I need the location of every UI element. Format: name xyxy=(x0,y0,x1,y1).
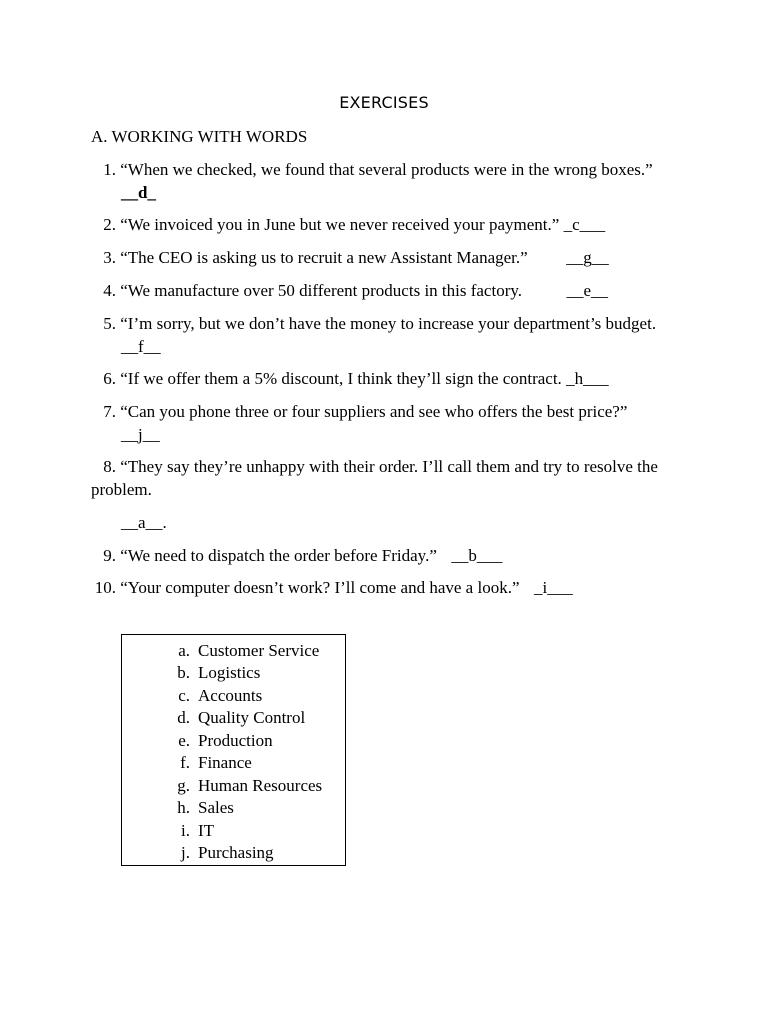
item-answer: __g__ xyxy=(566,248,609,267)
option-name: Accounts xyxy=(198,686,263,705)
option-letter: b. xyxy=(177,663,190,682)
item-answer: __e__ xyxy=(566,281,609,300)
exercise-item-7 xyxy=(91,400,691,446)
exercise-item-6 xyxy=(91,367,691,390)
option-letter: d. xyxy=(177,708,190,727)
item-text: “When we checked, we found that several products were in the wrong boxes.” xyxy=(120,160,653,179)
page-title: EXERCISES xyxy=(339,93,429,112)
option-name: Finance xyxy=(198,753,252,772)
exercise-item-3 xyxy=(91,246,691,269)
item-answer: _c___ xyxy=(563,215,606,234)
exercise-item-10 xyxy=(91,576,691,599)
option-letter: e. xyxy=(178,731,190,750)
exercise-item-9 xyxy=(91,544,691,567)
item-number: 9. xyxy=(103,546,116,565)
option-name: Human Resources xyxy=(198,776,323,795)
option-name: IT xyxy=(198,821,215,840)
item-number: 6. xyxy=(103,369,116,388)
item-answer: __d_ xyxy=(121,183,156,202)
exercise-item-8-answer xyxy=(121,511,721,534)
item-number: 10. xyxy=(94,578,116,597)
option-letter: g. xyxy=(177,776,190,795)
item-answer: __b___ xyxy=(451,546,503,565)
option-name: Logistics xyxy=(198,663,261,682)
exercise-item-8 xyxy=(91,455,691,501)
exercise-item-4 xyxy=(91,279,691,302)
item-text: “The CEO is asking us to recruit a new Assistant Manager.” xyxy=(120,248,528,267)
option-name: Sales xyxy=(198,798,234,817)
item-answer: __j__ xyxy=(121,425,160,444)
option-name: Quality Control xyxy=(198,708,306,727)
option-letter: h. xyxy=(177,798,190,817)
options-box xyxy=(121,634,346,866)
item-number: 1. xyxy=(103,160,116,179)
item-number: 7. xyxy=(103,402,116,421)
item-text: “We manufacture over 50 different products in this factory. xyxy=(120,281,523,300)
option-name: Customer Service xyxy=(198,641,320,660)
section-heading: A. WORKING WITH WORDS xyxy=(91,127,308,146)
item-number: 5. xyxy=(103,314,116,333)
option-letter: i. xyxy=(181,821,190,840)
item-text: “If we offer them a 5% discount, I think they’ll sign the contract. xyxy=(120,369,562,388)
item-answer: _h___ xyxy=(566,369,609,388)
item-text: “They say they’re unhappy with their order. I’ll call them and try to resolve the xyxy=(120,457,658,476)
item-text: “I’m sorry, but we don’t have the money to increase your department’s budget. xyxy=(120,314,657,333)
option-name: Production xyxy=(198,731,273,750)
item-text-continued: problem. xyxy=(91,480,152,499)
item-answer: _i___ xyxy=(533,578,573,597)
item-number: 4. xyxy=(103,281,116,300)
option-letter: f. xyxy=(180,753,190,772)
exercise-item-5 xyxy=(91,312,691,358)
item-number: 2. xyxy=(103,215,116,234)
option-letter: a. xyxy=(178,641,190,660)
option-letter: c. xyxy=(178,686,190,705)
item-number: 8. xyxy=(103,457,116,476)
exercise-item-2 xyxy=(91,213,691,236)
item-number: 3. xyxy=(103,248,116,267)
item-answer: __f__ xyxy=(121,337,161,356)
item-text: “Your computer doesn’t work? I’ll come and have a look.” xyxy=(120,578,520,597)
item-answer: __a__. xyxy=(121,513,167,532)
item-text: “We invoiced you in June but we never received your payment.” xyxy=(120,215,560,234)
option-letter: j. xyxy=(181,843,190,862)
item-text: “We need to dispatch the order before Friday.” xyxy=(120,546,437,565)
exercise-item-1 xyxy=(91,158,691,204)
option-name: Purchasing xyxy=(198,843,274,862)
item-text: “Can you phone three or four suppliers and see who offers the best price?” xyxy=(120,402,628,421)
